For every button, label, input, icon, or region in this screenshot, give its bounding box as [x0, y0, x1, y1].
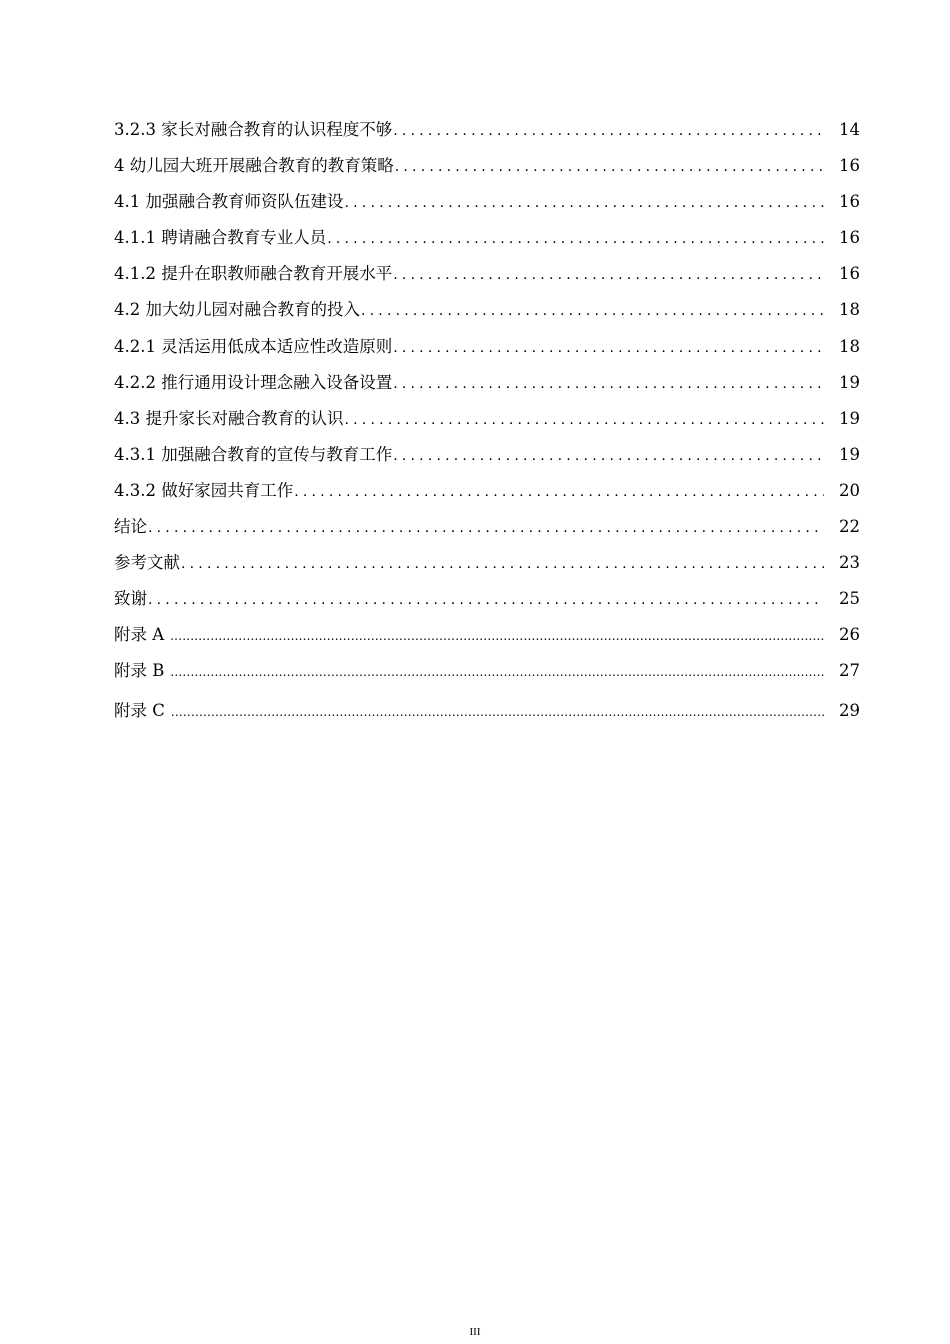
toc-entry-page: 25 — [839, 589, 860, 609]
toc-entry-acknowledgements[interactable] — [114, 585, 860, 621]
toc-entry-4-2[interactable] — [114, 296, 860, 332]
toc-entry-page: 19 — [839, 372, 860, 392]
toc-leader-dots — [327, 225, 824, 253]
toc-entry-appendix-b[interactable] — [114, 657, 860, 693]
toc-entry-label: 致谢 — [114, 589, 147, 609]
toc-entry-label: 4 幼儿园大班开展融合教育的教育策略 — [114, 156, 394, 176]
toc-leader-dots — [345, 189, 825, 217]
toc-entry-page: 19 — [839, 444, 860, 464]
toc-entry-3-2-3[interactable] — [114, 116, 860, 152]
toc-entry-page: 20 — [839, 480, 860, 500]
toc-entry-page: 14 — [839, 120, 860, 139]
toc-leader-dots — [170, 622, 824, 650]
toc-entry-4[interactable] — [114, 152, 860, 188]
toc-entry-label: 附录 B — [114, 661, 165, 681]
table-of-contents — [114, 116, 860, 733]
toc-leader-dots — [148, 586, 824, 614]
toc-leader-dots — [148, 514, 824, 542]
toc-entry-label: 附录 C — [114, 700, 165, 720]
toc-entry-appendix-a[interactable] — [114, 621, 860, 657]
toc-entry-label: 4.3.2 做好家园共育工作 — [114, 480, 294, 500]
toc-entry-4-3[interactable] — [114, 405, 860, 441]
toc-entry-4-2-2[interactable] — [114, 369, 860, 405]
toc-leader-dots — [170, 658, 824, 686]
toc-entry-label: 4.3 提升家长对融合教育的认识 — [114, 408, 344, 428]
toc-entry-label: 4.1.1 聘请融合教育专业人员 — [114, 228, 327, 248]
toc-leader-dots — [294, 478, 824, 506]
toc-entry-page: 27 — [839, 661, 860, 681]
toc-entry-page: 23 — [839, 553, 860, 573]
toc-entry-page: 16 — [839, 228, 860, 248]
toc-entry-4-1[interactable] — [114, 188, 860, 224]
toc-leader-dots — [393, 334, 824, 362]
toc-entry-4-1-1[interactable] — [114, 224, 860, 260]
toc-entry-page: 18 — [839, 300, 860, 320]
toc-entry-label: 附录 A — [114, 625, 165, 645]
toc-entry-page: 26 — [839, 625, 860, 645]
toc-entry-page: 16 — [839, 156, 860, 176]
toc-entry-4-2-1[interactable] — [114, 333, 860, 369]
toc-entry-page: 16 — [839, 192, 860, 212]
toc-entry-label: 4.1.2 提升在职教师融合教育开展水平 — [114, 264, 393, 284]
toc-leader-dots — [393, 117, 824, 145]
toc-entry-label: 4.2.1 灵活运用低成本适应性改造原则 — [114, 336, 393, 356]
toc-entry-label: 4.1 加强融合教育师资队伍建设 — [114, 192, 344, 212]
toc-leader-dots — [345, 406, 825, 434]
toc-leader-dots — [393, 442, 824, 470]
toc-leader-dots — [181, 550, 824, 578]
toc-entry-label: 4.3.1 加强融合教育的宣传与教育工作 — [114, 444, 393, 464]
toc-leader-dots — [395, 153, 824, 181]
toc-entry-label: 参考文献 — [114, 553, 180, 573]
toc-leader-dots — [361, 297, 824, 325]
toc-entry-page: 18 — [839, 336, 860, 356]
toc-entry-conclusion[interactable] — [114, 513, 860, 549]
toc-entry-references[interactable] — [114, 549, 860, 585]
toc-entry-page: 22 — [839, 517, 860, 537]
toc-entry-label: 结论 — [114, 517, 147, 537]
toc-entry-label: 3.2.3 家长对融合教育的认识程度不够 — [114, 120, 393, 139]
toc-entry-4-3-1[interactable] — [114, 441, 860, 477]
page-number: III — [469, 1326, 481, 1338]
toc-entry-appendix-c[interactable] — [114, 694, 860, 733]
toc-entry-4-3-2[interactable] — [114, 477, 860, 513]
toc-leader-dots — [393, 261, 824, 289]
toc-entry-page: 19 — [839, 408, 860, 428]
toc-entry-4-1-2[interactable] — [114, 260, 860, 296]
toc-entry-label: 4.2.2 推行通用设计理念融入设备设置 — [114, 372, 393, 392]
toc-entry-page: 16 — [839, 264, 860, 284]
toc-leader-dots — [171, 698, 824, 726]
toc-entry-page: 29 — [839, 700, 860, 720]
toc-leader-dots — [393, 370, 824, 398]
toc-entry-label: 4.2 加大幼儿园对融合教育的投入 — [114, 300, 360, 320]
